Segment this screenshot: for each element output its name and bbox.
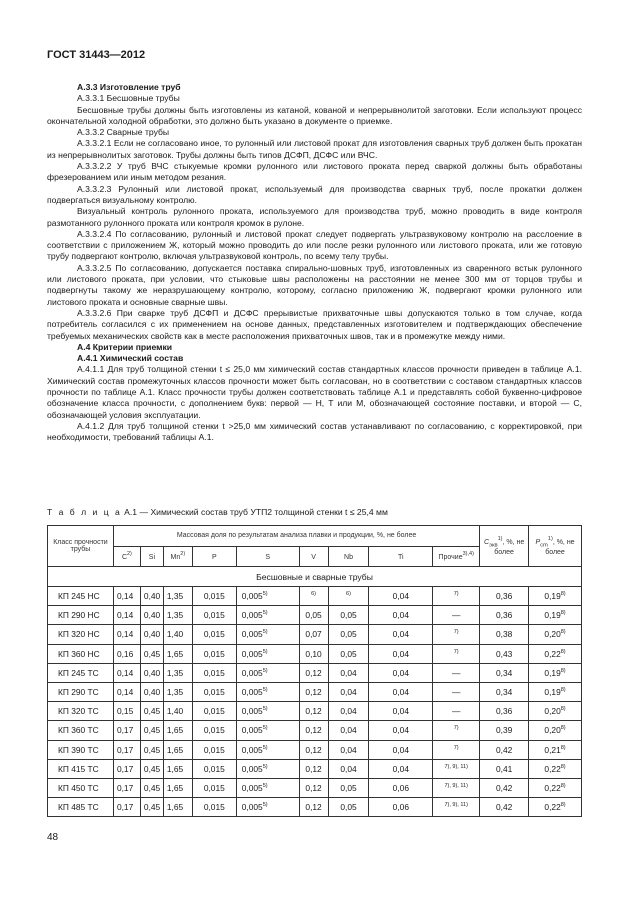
cell-v: 0,12 bbox=[299, 721, 328, 740]
paragraph: А.3.3.2.4 По согласованию, рулонный и листовой прокат следует подвергать ультразвуковому контролю на расслоение в соответствии с приложением Ж, который можно проводить до или после резки рулонного или листового проката, или же готовую трубу подвергают контролю, включая ультразвуковой контроль, по всему телу трубы. bbox=[47, 228, 582, 262]
cell-ceq: 0,36 bbox=[480, 587, 529, 606]
cell-oth: 7) bbox=[433, 625, 480, 644]
header-ceq: $C_{экв}^{1)}$, %, не более bbox=[480, 526, 529, 567]
cell-p: 0,015 bbox=[192, 587, 236, 606]
cell-nb: 0,05 bbox=[328, 625, 369, 644]
cell-mn: 1,65 bbox=[163, 740, 192, 759]
cell-cls: КП 245 ТС bbox=[48, 663, 114, 682]
paragraph: А.3.3.1 Бесшовные трубы bbox=[77, 93, 180, 104]
cell-si: 0,40 bbox=[140, 682, 163, 701]
cell-p: 0,015 bbox=[192, 606, 236, 625]
cell-oth: — bbox=[433, 606, 480, 625]
cell-s: 0,005$^{5)}$ bbox=[236, 740, 299, 759]
cell-ti: 0,04 bbox=[369, 759, 433, 778]
cell-p: 0,015 bbox=[192, 644, 236, 663]
cell-mn: 1,35 bbox=[163, 682, 192, 701]
table-row bbox=[48, 644, 582, 663]
cell-ceq: 0,38 bbox=[480, 625, 529, 644]
header-mass-fraction: Массовая доля по результатам анализа плавки и продукции, %, не более bbox=[113, 526, 479, 547]
cell-s: 0,005$^{5)}$ bbox=[236, 702, 299, 721]
cell-oth: 7), 9), 11) bbox=[433, 798, 480, 817]
cell-v: 0,12 bbox=[299, 798, 328, 817]
cell-v: 0,12 bbox=[299, 778, 328, 797]
cell-v: 6) bbox=[299, 587, 328, 606]
cell-v: 0,12 bbox=[299, 740, 328, 759]
cell-si: 0,45 bbox=[140, 759, 163, 778]
section-heading-text: А.4.1 Химический состав bbox=[77, 353, 184, 364]
cell-c: 0,14 bbox=[113, 625, 140, 644]
cell-s: 0,005$^{5)}$ bbox=[236, 798, 299, 817]
cell-pcm: 0,20$^{8)}$ bbox=[529, 702, 582, 721]
cell-v: 0,12 bbox=[299, 759, 328, 778]
element-header: Mn$^{2)}$ bbox=[163, 546, 192, 567]
cell-si: 0,45 bbox=[140, 702, 163, 721]
element-header: $C^{2)}$ bbox=[113, 546, 140, 567]
cell-nb: 0,04 bbox=[328, 702, 369, 721]
cell-ti: 0,04 bbox=[369, 740, 433, 759]
cell-si: 0,40 bbox=[140, 663, 163, 682]
cell-cls: КП 360 НС bbox=[48, 644, 114, 663]
cell-si: 0,45 bbox=[140, 644, 163, 663]
cell-oth: 7), 9), 11) bbox=[433, 778, 480, 797]
cell-pcm: 0,19$^{8)}$ bbox=[529, 682, 582, 701]
paragraph: А.4.1.1 Для труб толщиной стенки t ≤ 25,0 мм химический состав стандартных классов прочности приведен в таблице А.1. Химический состав промежуточных классов прочности может быть согласован, но в соответствии с составом стандартных классов прочности по таблице А.1. Класс прочности трубы должен соответствовать таблице А.1 и представлять собой буквенно-цифровое обозначение класса прочности, с дополнением букв: первой — Н, Т или М, обозначающей состояние поставки, и второй — С, обозначающей условия эксплуатации. bbox=[47, 364, 582, 420]
cell-oth: — bbox=[433, 663, 480, 682]
table-row bbox=[48, 778, 582, 797]
paragraph: Визуальный контроль рулонного проката, используемого для производства труб, можно проводить в виде контроля размотанного рулонного проката или контроля кромок в рулоне. bbox=[47, 206, 582, 228]
cell-si: 0,45 bbox=[140, 778, 163, 797]
element-header: Si bbox=[140, 546, 163, 567]
chemical-composition-table bbox=[47, 525, 582, 817]
table-row bbox=[48, 663, 582, 682]
cell-mn: 1,65 bbox=[163, 644, 192, 663]
cell-v: 0,12 bbox=[299, 682, 328, 701]
cell-s: 0,005$^{5)}$ bbox=[236, 663, 299, 682]
cell-pcm: 0,21$^{8)}$ bbox=[529, 740, 582, 759]
cell-v: 0,07 bbox=[299, 625, 328, 644]
cell-s: 0,005$^{5)}$ bbox=[236, 625, 299, 644]
cell-ceq: 0,43 bbox=[480, 644, 529, 663]
cell-v: 0,10 bbox=[299, 644, 328, 663]
cell-pcm: 0,22$^{8)}$ bbox=[529, 759, 582, 778]
cell-p: 0,015 bbox=[192, 778, 236, 797]
paragraph: А.4.1.2 Для труб толщиной стенки t >25,0 мм химический состав устанавливают по согласованию, с корректировкой, при необходимости, требований таблицы А.1. bbox=[47, 420, 582, 443]
cell-c: 0,14 bbox=[113, 587, 140, 606]
header-class: Класс прочности трубы bbox=[48, 526, 114, 567]
cell-p: 0,015 bbox=[192, 798, 236, 817]
cell-ti: 0,04 bbox=[369, 644, 433, 663]
cell-p: 0,015 bbox=[192, 682, 236, 701]
cell-mn: 1,65 bbox=[163, 721, 192, 740]
cell-pcm: 0,22$^{8)}$ bbox=[529, 644, 582, 663]
cell-si: 0,40 bbox=[140, 587, 163, 606]
cell-c: 0,14 bbox=[113, 606, 140, 625]
cell-pcm: 0,22$^{8)}$ bbox=[529, 798, 582, 817]
cell-si: 0,45 bbox=[140, 721, 163, 740]
cell-mn: 1,35 bbox=[163, 587, 192, 606]
cell-nb: 6) bbox=[328, 587, 369, 606]
cell-pcm: 0,19$^{8)}$ bbox=[529, 663, 582, 682]
cell-c: 0,17 bbox=[113, 721, 140, 740]
table-row bbox=[48, 606, 582, 625]
table-caption bbox=[47, 507, 388, 517]
cell-nb: 0,04 bbox=[328, 740, 369, 759]
page-number: 48 bbox=[47, 832, 59, 843]
cell-ti: 0,04 bbox=[369, 702, 433, 721]
cell-mn: 1,35 bbox=[163, 663, 192, 682]
cell-cls: КП 485 ТС bbox=[48, 798, 114, 817]
cell-oth: 7) bbox=[433, 721, 480, 740]
cell-ti: 0,06 bbox=[369, 798, 433, 817]
cell-mn: 1,65 bbox=[163, 778, 192, 797]
section-heading-text: А.3.3 Изготовление труб bbox=[77, 82, 181, 92]
cell-ti: 0,04 bbox=[369, 682, 433, 701]
paragraph: А.3.3.2.3 Рулонный или листовой прокат, используемый для производства сварных труб, после прокатки должен подвергаться визуальному контролю. bbox=[47, 183, 582, 205]
cell-nb: 0,04 bbox=[328, 682, 369, 701]
cell-ceq: 0,42 bbox=[480, 798, 529, 817]
body-text bbox=[47, 82, 582, 444]
cell-s: 0,005$^{5)}$ bbox=[236, 682, 299, 701]
section-heading: Бесшовные и сварные трубы bbox=[48, 567, 582, 587]
cell-cls: КП 320 НС bbox=[48, 625, 114, 644]
cell-si: 0,40 bbox=[140, 625, 163, 644]
cell-ti: 0,04 bbox=[369, 606, 433, 625]
table-caption-text: А.1 — Химический состав труб УТП2 толщиной стенки t ≤ 25,4 мм bbox=[121, 507, 388, 517]
paragraph: А.3.3.2.2 У труб ВЧС стыкуемые кромки рулонного или листового проката перед сваркой должны быть обработаны фрезерованием или иным методом резания. bbox=[47, 161, 582, 183]
cell-pcm: 0,22$^{8)}$ bbox=[529, 778, 582, 797]
paragraph: Бесшовные трубы должны быть изготовлены из катаной, кованой и непрерывнолитой заготовки. Если используют процесс окончательной холодной обработки, это должно быть указано в документе о приемке. bbox=[47, 104, 582, 126]
cell-pcm: 0,19$^{8)}$ bbox=[529, 606, 582, 625]
cell-oth: — bbox=[433, 682, 480, 701]
cell-ti: 0,06 bbox=[369, 778, 433, 797]
cell-si: 0,40 bbox=[140, 606, 163, 625]
cell-c: 0,17 bbox=[113, 759, 140, 778]
table-row bbox=[48, 587, 582, 606]
cell-ti: 0,04 bbox=[369, 625, 433, 644]
cell-p: 0,015 bbox=[192, 740, 236, 759]
header-pcm: $P_{cm}^{1)}$, %, не более bbox=[529, 526, 582, 567]
cell-v: 0,12 bbox=[299, 663, 328, 682]
cell-ceq: 0,42 bbox=[480, 778, 529, 797]
cell-ceq: 0,36 bbox=[480, 702, 529, 721]
table-row bbox=[48, 702, 582, 721]
cell-nb: 0,04 bbox=[328, 721, 369, 740]
cell-p: 0,015 bbox=[192, 625, 236, 644]
document-header: ГОСТ 31443—2012 bbox=[47, 49, 146, 61]
cell-nb: 0,04 bbox=[328, 663, 369, 682]
cell-p: 0,015 bbox=[192, 721, 236, 740]
table-row bbox=[48, 740, 582, 759]
cell-ceq: 0,34 bbox=[480, 663, 529, 682]
cell-oth: — bbox=[433, 702, 480, 721]
cell-si: 0,45 bbox=[140, 740, 163, 759]
table-row bbox=[48, 721, 582, 740]
cell-cls: КП 320 ТС bbox=[48, 702, 114, 721]
cell-oth: 7), 9), 11) bbox=[433, 759, 480, 778]
cell-nb: 0,05 bbox=[328, 606, 369, 625]
cell-ti: 0,04 bbox=[369, 663, 433, 682]
cell-ceq: 0,39 bbox=[480, 721, 529, 740]
cell-s: 0,005$^{5)}$ bbox=[236, 759, 299, 778]
cell-c: 0,14 bbox=[113, 663, 140, 682]
cell-cls: КП 415 ТС bbox=[48, 759, 114, 778]
element-header: S bbox=[236, 546, 299, 567]
cell-nb: 0,05 bbox=[328, 778, 369, 797]
cell-ti: 0,04 bbox=[369, 587, 433, 606]
cell-c: 0,17 bbox=[113, 740, 140, 759]
cell-cls: КП 390 ТС bbox=[48, 740, 114, 759]
cell-p: 0,015 bbox=[192, 759, 236, 778]
cell-pcm: 0,20$^{8)}$ bbox=[529, 721, 582, 740]
cell-s: 0,005$^{5)}$ bbox=[236, 778, 299, 797]
paragraph: А.3.3.2.5 По согласованию, допускается поставка спирально-шовных труб, изготовленных из сваренного встык рулонного или листового проката, при условии, что стыковые швы расположены на расстоянии не менее 300 мм от торцов трубы и подвергнуты такому же неразрушающему контролю, которому, согласно приложению Ж, подвергают кромки рулонного или листового проката и основные сварные швы. bbox=[47, 262, 582, 307]
cell-mn: 1,35 bbox=[163, 606, 192, 625]
table-row bbox=[48, 682, 582, 701]
element-header: Прочие$^{3),4)}$ bbox=[433, 546, 480, 567]
cell-c: 0,17 bbox=[113, 778, 140, 797]
cell-mn: 1,40 bbox=[163, 702, 192, 721]
cell-s: 0,005$^{5)}$ bbox=[236, 644, 299, 663]
cell-oth: 7) bbox=[433, 740, 480, 759]
element-header: V bbox=[299, 546, 328, 567]
cell-pcm: 0,19$^{8)}$ bbox=[529, 587, 582, 606]
cell-nb: 0,04 bbox=[328, 759, 369, 778]
cell-ceq: 0,36 bbox=[480, 606, 529, 625]
cell-ceq: 0,41 bbox=[480, 759, 529, 778]
cell-c: 0,17 bbox=[113, 798, 140, 817]
cell-s: 0,005$^{5)}$ bbox=[236, 606, 299, 625]
cell-ceq: 0,34 bbox=[480, 682, 529, 701]
cell-c: 0,16 bbox=[113, 644, 140, 663]
cell-cls: КП 290 НС bbox=[48, 606, 114, 625]
cell-cls: КП 290 ТС bbox=[48, 682, 114, 701]
table-row bbox=[48, 798, 582, 817]
cell-v: 0,05 bbox=[299, 606, 328, 625]
cell-oth: 7) bbox=[433, 587, 480, 606]
cell-nb: 0,05 bbox=[328, 644, 369, 663]
section-heading-text: А.4 Критерии приемки bbox=[77, 341, 173, 352]
table-caption-label: Т а б л и ц а bbox=[47, 507, 122, 517]
cell-p: 0,015 bbox=[192, 702, 236, 721]
cell-ceq: 0,42 bbox=[480, 740, 529, 759]
cell-s: 0,005$^{5)}$ bbox=[236, 721, 299, 740]
paragraph: А.3.3.2.6 При сварке труб ДСФП и ДСФС прерывистые прихваточные швы допускаются только в том случае, когда потребитель согласился с их применением на основе данных, представленных изготовителем и подтверждающих обеспечение требуемых механических свойств как в месте расположения прихваточных швов, так и в промежутке между ними. bbox=[47, 307, 582, 341]
cell-ti: 0,04 bbox=[369, 721, 433, 740]
table-row bbox=[48, 625, 582, 644]
cell-mn: 1,65 bbox=[163, 798, 192, 817]
cell-mn: 1,65 bbox=[163, 759, 192, 778]
cell-si: 0,45 bbox=[140, 798, 163, 817]
element-header: P bbox=[192, 546, 236, 567]
cell-c: 0,15 bbox=[113, 702, 140, 721]
cell-mn: 1,40 bbox=[163, 625, 192, 644]
element-header: Ti bbox=[369, 546, 433, 567]
cell-cls: КП 450 ТС bbox=[48, 778, 114, 797]
cell-oth: 7) bbox=[433, 644, 480, 663]
cell-c: 0,14 bbox=[113, 682, 140, 701]
cell-cls: КП 245 НС bbox=[48, 587, 114, 606]
paragraph: А.3.3.2 Сварные трубы bbox=[77, 127, 170, 138]
element-header: Nb bbox=[328, 546, 369, 567]
cell-p: 0,015 bbox=[192, 663, 236, 682]
cell-pcm: 0,20$^{8)}$ bbox=[529, 625, 582, 644]
cell-s: 0,005$^{5)}$ bbox=[236, 587, 299, 606]
cell-cls: КП 360 ТС bbox=[48, 721, 114, 740]
cell-nb: 0,05 bbox=[328, 798, 369, 817]
cell-v: 0,12 bbox=[299, 702, 328, 721]
paragraph: А.3.3.2.1 Если не согласовано иное, то рулонный или листовой прокат для изготовления сварных труб должен быть прокатан из непрерывнолитых заготовок. Трубы должны быть типов ДСФП, ДСФС или ВЧС. bbox=[47, 138, 582, 160]
table-row bbox=[48, 759, 582, 778]
